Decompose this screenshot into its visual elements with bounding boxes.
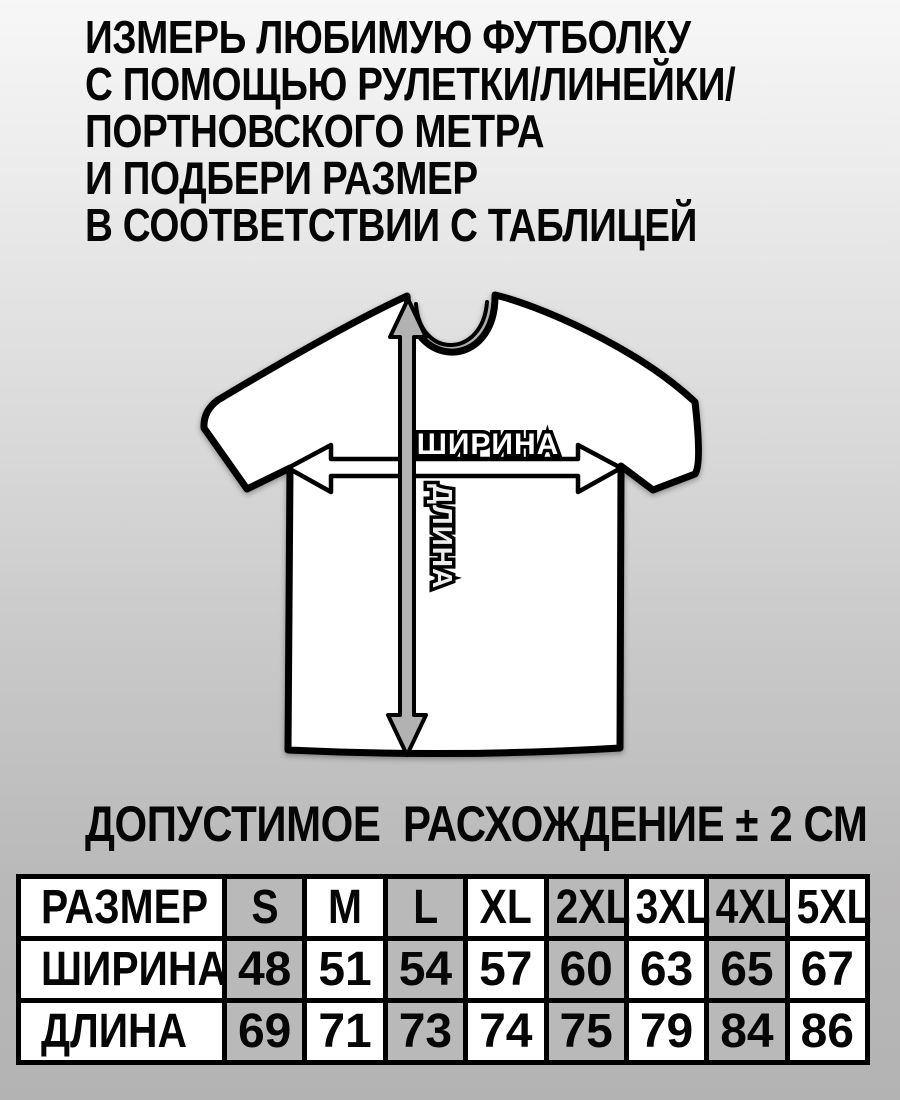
width-arrow-label: ШИРИНА	[416, 428, 560, 461]
heading-line-2: С ПОМОЩЬЮ РУЛЕТКИ/ЛИНЕЙКИ/	[85, 58, 736, 110]
header-cell-s: S	[225, 877, 305, 939]
heading-line-3: ПОРТНОВСКОГО МЕТРА	[85, 105, 545, 157]
tshirt-diagram	[190, 278, 710, 798]
heading	[85, 11, 859, 251]
length-value-3xl: 79	[626, 1001, 706, 1063]
length-value-l: 73	[385, 1001, 465, 1063]
width-value-4xl: 65	[707, 939, 787, 1001]
length-value-m: 71	[305, 1001, 385, 1063]
width-value-m: 51	[305, 939, 385, 1001]
heading-line-1: ИЗМЕРЬ ЛЮБИМУЮ ФУТБОЛКУ	[85, 11, 691, 63]
width-value-l: 54	[385, 939, 465, 1001]
row-label-shirina: ШИРИНА	[19, 939, 225, 1001]
tolerance-note: ДОПУСТИМОЕ РАСХОЖДЕНИЕ ± 2 СМ	[85, 796, 868, 852]
width-value-xl: 57	[466, 939, 546, 1001]
length-value-s: 69	[225, 1001, 305, 1063]
header-cell-l: L	[385, 877, 465, 939]
header-cell-razmer: РАЗМЕР	[19, 877, 225, 939]
heading-line-5: В СООТВЕТСТВИИ С ТАБЛИЦЕЙ	[85, 199, 697, 251]
header-cell-3xl: 3XL	[626, 877, 706, 939]
header-cell-5xl: 5XL	[787, 877, 867, 939]
size-table	[16, 874, 870, 1065]
header-cell-xl: XL	[466, 877, 546, 939]
length-value-2xl: 75	[546, 1001, 626, 1063]
header-cell-4xl: 4XL	[707, 877, 787, 939]
length-value-xl: 74	[466, 1001, 546, 1063]
header-cell-m: M	[305, 877, 385, 939]
width-value-2xl: 60	[546, 939, 626, 1001]
width-row	[19, 939, 868, 1001]
length-value-5xl: 86	[787, 1001, 867, 1063]
length-value-4xl: 84	[707, 1001, 787, 1063]
table-header-row	[19, 877, 868, 939]
width-value-5xl: 67	[787, 939, 867, 1001]
header-cell-2xl: 2XL	[546, 877, 626, 939]
length-arrow-label: ДЛИНА	[427, 484, 458, 590]
width-value-3xl: 63	[626, 939, 706, 1001]
width-value-s: 48	[225, 939, 305, 1001]
heading-line-4: И ПОДБЕРИ РАЗМЕР	[85, 152, 478, 204]
row-label-dlina: ДЛИНА	[19, 1001, 225, 1063]
length-row	[19, 1001, 868, 1063]
